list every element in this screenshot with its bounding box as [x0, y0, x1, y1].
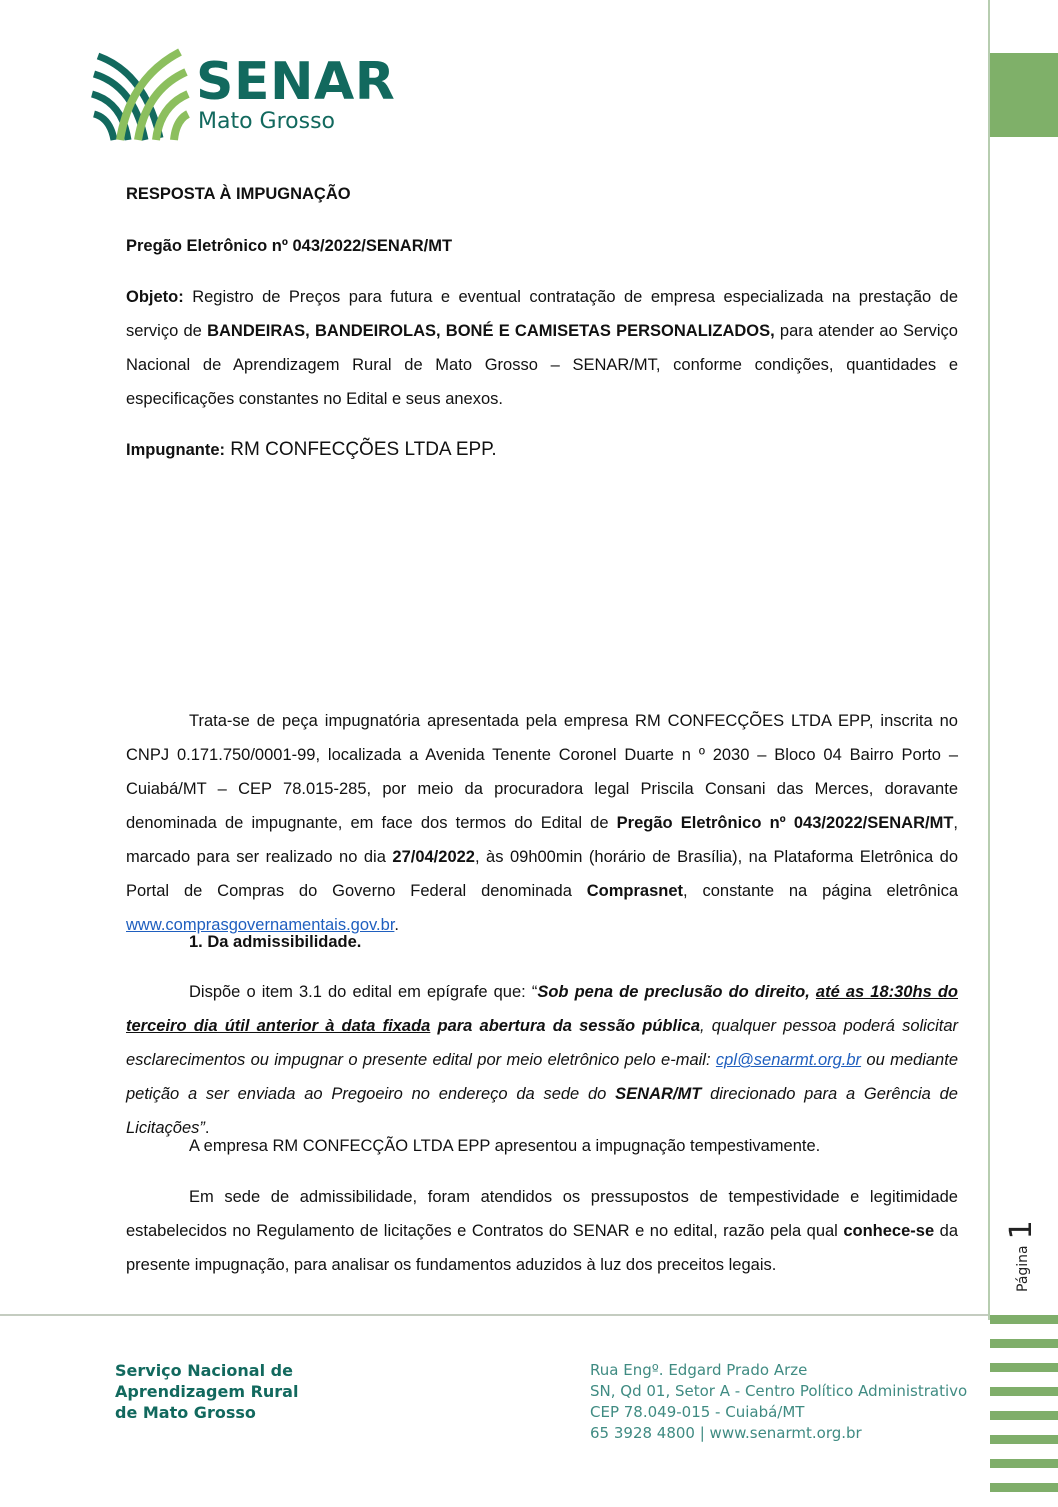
- footer-address-line: SN, Qd 01, Setor A - Centro Político Administrativo: [590, 1382, 968, 1400]
- paragraph-intro: [126, 704, 958, 942]
- impugnante-line: [126, 433, 958, 467]
- page-number: [1004, 1212, 1044, 1292]
- conhece-se-bold: conhece-se: [843, 1222, 935, 1240]
- quote-italic: ou mediante petição a ser enviada ao Pregoeiro no endereço da sede do: [126, 1051, 958, 1103]
- senar-logo-icon: [90, 48, 190, 143]
- objeto-label: Objeto:: [126, 288, 184, 306]
- text: .: [204, 1119, 210, 1137]
- footer-divider: [0, 1314, 988, 1316]
- footer-org-line: Serviço Nacional de: [115, 1361, 293, 1380]
- quote-italic: , qualquer pessoa poderá solicitar esclarecimentos ou impugnar o presente edital por meio eletrônico pelo e-mail:: [126, 1017, 958, 1069]
- stripe: [990, 1483, 1058, 1492]
- text: Dispõe o item 3.1 do edital em epígrafe que: “: [189, 983, 538, 1001]
- footer-organization: [115, 1360, 298, 1423]
- objeto-text-end: para atender ao Serviço Nacional de Aprendizagem Rural de Mato Grosso – SENAR/MT, conforme condições, quantidades e especificações constantes no Edital e seus anexos.: [126, 322, 958, 408]
- stripe: [990, 1339, 1058, 1348]
- date-bold: 27/04/2022: [392, 848, 475, 866]
- stripe: [990, 1387, 1058, 1396]
- pregao-reference: Pregão Eletrônico nº 043/2022/SENAR/MT: [126, 237, 453, 255]
- footer-org-line: Aprendizagem Rural: [115, 1382, 299, 1401]
- paragraph-conhecimento: [126, 1180, 958, 1282]
- text: .: [394, 916, 399, 934]
- quote-italic: direcionado para a Gerência de Licitações”: [126, 1085, 958, 1137]
- footer-address: [590, 1360, 967, 1444]
- text: Trata-se de peça impugnatória apresentada pela empresa RM CONFECÇÕES LTDA EPP, inscrita no CNPJ 0.171.750/0001-99, localizada a Avenida Tenente Coronel Duarte n º 2030 – Bloco 04 Bairro Porto – Cuiabá/MT – CEP 78.015-285, por meio da procuradora legal Priscila Consani das Merces, doravante denominada de impugnante, em face dos termos do Edital de: [126, 712, 958, 832]
- stripe: [990, 1435, 1058, 1444]
- stripe: [990, 1459, 1058, 1468]
- text: Em sede de admissibilidade, foram atendidos os pressupostos de tempestividade e legitimidade estabelecidos no Regulamento de licitações e Contratos do SENAR e no edital, razão pela qual: [126, 1188, 958, 1240]
- footer-contact-line: 65 3928 4800 | www.senarmt.org.br: [590, 1424, 862, 1442]
- footer-address-line: CEP 78.049-015 - Cuiabá/MT: [590, 1403, 805, 1421]
- stripe: [990, 1315, 1058, 1324]
- quote-senar-bold: SENAR/MT: [615, 1085, 702, 1103]
- text: , marcado para ser realizado no dia: [126, 814, 959, 866]
- text: da presente impugnação, para analisar os fundamentos aduzidos à luz dos preceitos legais.: [126, 1222, 958, 1274]
- pregao-bold: Pregão Eletrônico nº 043/2022/SENAR/MT: [616, 814, 954, 832]
- text: , constante na página eletrônica: [683, 882, 959, 900]
- impugnante-value: RM CONFECÇÕES LTDA EPP.: [225, 439, 497, 460]
- objeto-text: Registro de Preços para futura e eventual contratação de empresa especializada na prestação de serviço de: [126, 288, 958, 340]
- footer-org-line: de Mato Grosso: [115, 1403, 256, 1422]
- quote-deadline-underlined: até as 18:30hs do terceiro dia útil anterior à data fixada: [126, 983, 958, 1035]
- stripe: [990, 1411, 1058, 1420]
- impugnante-label: Impugnante:: [126, 441, 225, 459]
- objeto-items: BANDEIRAS, BANDEIROLAS, BONÉ E CAMISETAS PERSONALIZADOS,: [207, 322, 775, 340]
- comprasnet-link[interactable]: www.comprasgovernamentais.gov.br: [126, 916, 395, 934]
- comprasnet-bold: Comprasnet: [586, 882, 684, 900]
- paragraph-tempestiva: A empresa RM CONFECÇÃO LTDA EPP apresentou a impugnação tempestivamente.: [189, 1137, 821, 1155]
- email-link[interactable]: cpl@senarmt.org.br: [715, 1051, 862, 1069]
- document-title: RESPOSTA À IMPUGNAÇÃO: [126, 185, 351, 203]
- quote-bold-italic: Sob pena de preclusão do direito,: [537, 983, 816, 1001]
- logo-subtitle: Mato Grosso: [198, 109, 335, 134]
- logo-title: SENAR: [196, 52, 396, 112]
- stripe: [990, 1363, 1058, 1372]
- margin-line: [988, 0, 990, 1320]
- page-label: Página: [1015, 1245, 1031, 1292]
- objeto-paragraph: [126, 280, 958, 416]
- footer-address-line: Rua Engº. Edgard Prado Arze: [590, 1361, 808, 1379]
- header-green-block: [990, 53, 1058, 137]
- quote-bold-italic: para abertura da sessão pública: [430, 1017, 701, 1035]
- section-heading-admissibilidade: 1. Da admissibilidade.: [189, 933, 362, 951]
- paragraph-edital-quote: [126, 975, 958, 1145]
- page-value: 1: [1004, 1220, 1039, 1240]
- footer-stripes: [990, 1315, 1058, 1507]
- text: , às 09h00min (horário de Brasília), na Plataforma Eletrônica do Portal de Compras do Governo Federal denominada: [126, 848, 958, 900]
